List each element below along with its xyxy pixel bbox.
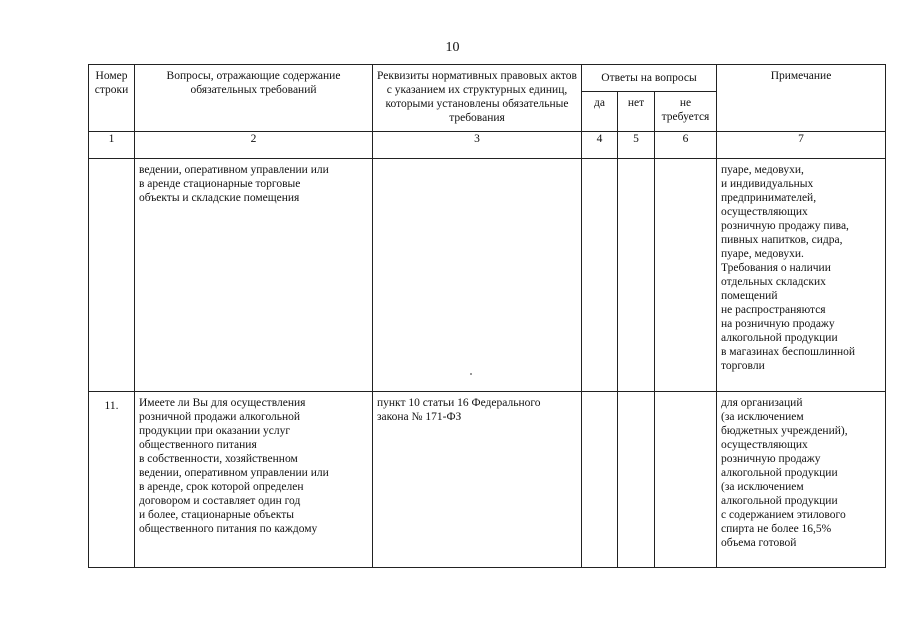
question-cell — [135, 392, 373, 568]
requirements-table — [88, 64, 886, 568]
text-line: объекты и складские помещения — [139, 192, 300, 204]
answer-not-required-cell — [655, 392, 717, 568]
text-line: в аренде стационарные торговые — [139, 178, 301, 190]
table-row — [89, 159, 886, 392]
text-line: отдельных складских — [721, 276, 826, 288]
text-line: общественного питания по каждому — [139, 523, 318, 535]
text-line: договором и составляет один год — [139, 495, 301, 507]
text-line: Требования о наличии — [721, 262, 831, 274]
column-number: 2 — [135, 132, 373, 159]
column-number: 5 — [618, 132, 655, 159]
column-number: 6 — [655, 132, 717, 159]
text-line: помещений — [721, 290, 778, 302]
answer-yes-cell — [582, 392, 618, 568]
text-line: алкогольной продукции — [721, 495, 838, 507]
text-line: общественного питания — [139, 439, 257, 451]
text-line: бюджетных учреждений), — [721, 425, 848, 437]
reference-cell — [373, 392, 582, 568]
text-line: ведении, оперативном управлении или — [139, 164, 329, 176]
text-line: розничную продажу — [721, 453, 821, 465]
text-line: предпринимателей, — [721, 192, 817, 204]
header-yes: да — [582, 92, 618, 132]
header-row-top — [89, 65, 886, 92]
text-line: не распространяются — [721, 304, 826, 316]
column-number-row — [89, 132, 886, 159]
page-number: 10 — [445, 40, 460, 55]
column-number: 3 — [373, 132, 582, 159]
text-line: и более, стационарные объекты — [139, 509, 295, 521]
text-line: розничной продажи алкогольной — [139, 411, 301, 423]
text-line: спирта не более 16,5% — [721, 523, 832, 535]
answer-yes-cell — [582, 159, 618, 392]
text-line: (за исключением — [721, 411, 804, 423]
header-not-required: не требуется — [655, 92, 717, 132]
header-references: Реквизиты нормативных правовых актов с указанием их структурных единиц, которыми установлены обязательные требования — [373, 65, 582, 132]
column-number: 1 — [89, 132, 135, 159]
table-row — [89, 392, 886, 568]
text-line: для организаций — [721, 397, 803, 409]
text-line: в магазинах беспошлинной — [721, 346, 856, 358]
text-line: на розничную продажу — [721, 318, 835, 330]
header-answers: Ответы на вопросы — [582, 65, 717, 92]
note-cell — [717, 392, 886, 568]
text-line: розничную продажу пива, — [721, 220, 849, 232]
text-line: пуаре, медовухи, — [721, 164, 804, 176]
header-no: нет — [618, 92, 655, 132]
text-line: ведении, оперативном управлении или — [139, 467, 329, 479]
text-line: с содержанием этилового — [721, 509, 846, 521]
text-line: осуществляющих — [721, 439, 808, 451]
text-line: закона № 171-ФЗ — [377, 411, 462, 423]
text-line: (за исключением — [721, 481, 804, 493]
note-cell — [717, 159, 886, 392]
column-number: 4 — [582, 132, 618, 159]
text-line: Имеете ли Вы для осуществления — [139, 397, 306, 409]
text-line: в аренде, срок которой определен — [139, 481, 304, 493]
question-cell — [135, 159, 373, 392]
column-number: 7 — [717, 132, 886, 159]
row-number: 11. — [89, 392, 135, 568]
reference-cell — [373, 159, 582, 392]
text-line: осуществляющих — [721, 206, 808, 218]
text-line: алкогольной продукции — [721, 332, 838, 344]
header-questions: Вопросы, отражающие содержание обязательных требований — [135, 65, 373, 132]
answer-not-required-cell — [655, 159, 717, 392]
answer-no-cell — [618, 392, 655, 568]
text-line: торговли — [721, 360, 765, 372]
answer-no-cell — [618, 159, 655, 392]
header-row-number: Номер строки — [89, 65, 135, 132]
text-line: продукции при оказании услуг — [139, 425, 291, 437]
text-line: пивных напитков, сидра, — [721, 234, 843, 246]
text-line: пуаре, медовухи. — [721, 248, 804, 260]
text-line: алкогольной продукции — [721, 467, 838, 479]
row-number — [89, 159, 135, 392]
text-line: пункт 10 статьи 16 Федерального — [377, 397, 541, 409]
header-note: Примечание — [717, 65, 886, 132]
scan-speck — [470, 373, 472, 375]
text-line: и индивидуальных — [721, 178, 814, 190]
text-line: объема готовой — [721, 537, 797, 549]
text-line: в собственности, хозяйственном — [139, 453, 298, 465]
